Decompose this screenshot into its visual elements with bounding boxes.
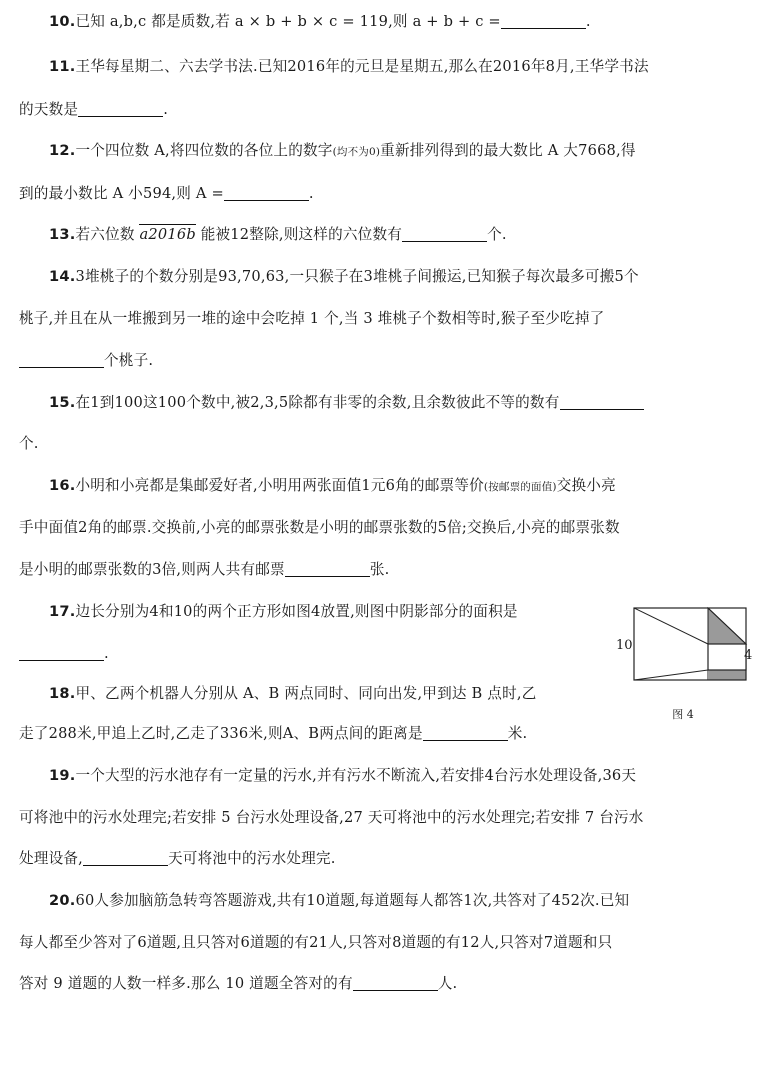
answer-blank[interactable] <box>353 974 438 991</box>
figure-caption: 图 4 <box>672 708 694 721</box>
problem-text-line: 王华每星期二、六去学书法.已知2016年的元旦是星期五,那么在2016年8月,王华学书法 <box>75 58 649 75</box>
problem-17 <box>19 599 606 625</box>
diagonal-line <box>634 608 708 644</box>
answer-blank[interactable] <box>83 849 168 866</box>
problem-text-line: 是小明的邮票张数的3倍,则两人共有邮票 <box>19 561 285 578</box>
punctuation: . <box>163 101 169 118</box>
answer-blank[interactable] <box>224 184 309 201</box>
problem-14-line-2 <box>19 306 747 332</box>
side-label-large: 10 <box>616 638 633 653</box>
problem-number: 16. <box>49 477 76 494</box>
problem-19 <box>19 763 747 789</box>
problem-13 <box>19 222 747 248</box>
problem-11 <box>19 54 747 80</box>
problem-number: 15. <box>49 394 76 411</box>
problem-17-line-2 <box>19 641 606 667</box>
problem-18 <box>19 681 606 707</box>
answer-blank[interactable] <box>402 225 487 242</box>
problem-text-line: 交换小亮 <box>556 477 616 494</box>
punctuation: 张. <box>369 561 390 578</box>
small-square <box>708 644 746 670</box>
overlined-number: a2016b <box>139 226 196 243</box>
problem-text-line: 桃子,并且在从一堆搬到另一堆的途中会吃掉 1 个,当 3 堆桃子个数相等时,猴子至少吃掉了 <box>19 310 605 327</box>
problem-number: 12. <box>49 142 76 159</box>
problem-10 <box>19 9 747 35</box>
problem-text: 若六位数 <box>75 226 135 243</box>
problem-number: 20. <box>49 892 76 909</box>
problem-text-line: 的天数是 <box>19 101 79 118</box>
problem-16-line-3 <box>19 557 747 583</box>
problem-text-line: 可将池中的污水处理完;若安排 5 台污水处理设备,27 天可将池中的污水处理完;若安排 7 台污水 <box>19 809 644 826</box>
problem-text-line: 重新排列得到的最大数比 A 大7668,得 <box>380 142 636 159</box>
problem-12 <box>19 138 747 164</box>
punctuation: . <box>104 645 109 662</box>
problem-19-line-3 <box>19 846 747 872</box>
problem-text-line: 每人都至少答对了6道题,且只答对6道题的有21人,只答对8道题的有12人,只答对7道题和只 <box>19 934 613 951</box>
problem-note: (按邮票的面值) <box>483 481 557 493</box>
problem-text-line: 个. <box>19 435 39 452</box>
punctuation: . <box>308 185 314 202</box>
problem-text-line: 个桃子. <box>104 352 154 369</box>
figure-4-drawing <box>608 602 758 706</box>
problem-15 <box>19 390 747 416</box>
problem-20-line-2 <box>19 930 747 956</box>
problem-number: 10. <box>49 13 76 30</box>
problem-text-line: 60人参加脑筋急转弯答题游戏,共有10道题,每道题每人都答1次,共答对了452次.已知 <box>75 892 630 909</box>
problem-11-line-2 <box>19 97 747 123</box>
problem-number: 18. <box>49 685 76 702</box>
problem-text-line: 在1到100这100个数中,被2,3,5除都有非零的余数,且余数彼此不等的数有 <box>75 394 560 411</box>
problem-text-line: 3堆桃子的个数分别是93,70,63,一只猴子在3堆桃子间搬运,已知猴子每次最多可搬5个 <box>75 268 639 285</box>
problem-20 <box>19 888 747 914</box>
problem-14-line-3 <box>19 348 747 374</box>
problem-12-line-2 <box>19 181 747 207</box>
problem-19-line-2 <box>19 805 747 831</box>
problem-text-line: 一个四位数 A,将四位数的各位上的数字 <box>75 142 333 159</box>
problem-text: 能被12整除,则这样的六位数有 <box>200 226 403 243</box>
problem-text-line: 到的最小数比 A 小594,则 A = <box>19 185 224 202</box>
problem-15-line-2 <box>19 431 747 457</box>
problem-16-line-2 <box>19 515 747 541</box>
answer-blank[interactable] <box>560 393 644 410</box>
problem-text-line: 手中面值2角的邮票.交换前,小亮的邮票张数是小明的邮票张数的5倍;交换后,小亮的邮票张数 <box>19 519 620 536</box>
problem-18-line-2 <box>19 721 747 747</box>
problem-text-line: 走了288米,甲追上乙时,乙走了336米,则A、B两点间的距离是 <box>19 725 423 742</box>
problem-text-line: 人. <box>437 975 458 992</box>
problem-number: 17. <box>49 603 76 620</box>
punctuation: 个. <box>487 226 507 243</box>
problem-text-line: 甲、乙两个机器人分别从 A、B 两点同时、同向出发,甲到达 B 点时,乙 <box>75 685 537 702</box>
problem-text-line: 小明和小亮都是集邮爱好者,小明用两张面值1元6角的邮票等价 <box>75 477 484 494</box>
problem-14 <box>19 264 747 290</box>
punctuation: 米. <box>507 725 528 742</box>
side-label-small: 4 <box>744 648 753 663</box>
problem-text-line: 边长分别为4和10的两个正方形如图4放置,则图中阴影部分的面积是 <box>75 603 518 620</box>
answer-blank[interactable] <box>19 351 104 368</box>
problem-number: 11. <box>49 58 76 75</box>
problem-number: 14. <box>49 268 76 285</box>
problem-number: 19. <box>49 767 76 784</box>
problem-note: (均不为0) <box>332 146 381 158</box>
answer-blank[interactable] <box>78 100 163 117</box>
problem-text-line: 一个大型的污水池存有一定量的污水,并有污水不断流入,若安排4台污水处理设备,36天 <box>75 767 637 784</box>
problem-text-line: 处理设备, <box>19 850 84 867</box>
punctuation: . <box>585 13 591 30</box>
problem-number: 13. <box>49 226 76 243</box>
diagonal-line <box>634 670 708 680</box>
problem-16 <box>19 473 747 499</box>
problem-text-line: 答对 9 道题的人数一样多.那么 10 道题全答对的有 <box>19 975 353 992</box>
answer-blank[interactable] <box>423 724 508 741</box>
problem-text-line: 天可将池中的污水处理完. <box>168 850 336 867</box>
answer-blank[interactable] <box>19 644 104 661</box>
answer-blank[interactable] <box>285 560 370 577</box>
problem-text: 已知 a,b,c 都是质数,若 a × b + b × c = 119,则 a + b + c = <box>75 13 501 30</box>
answer-blank[interactable] <box>501 12 586 29</box>
problem-20-line-3 <box>19 971 747 997</box>
figure-4 <box>608 602 758 722</box>
